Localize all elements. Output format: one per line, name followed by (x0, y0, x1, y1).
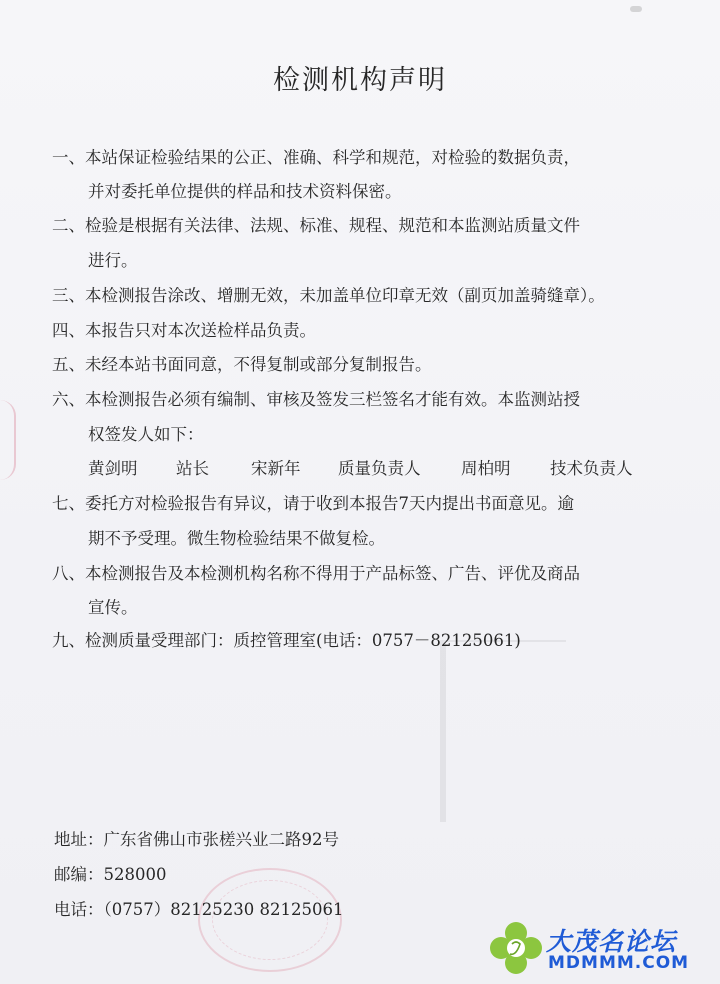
seal-inner-ring (212, 880, 328, 960)
logo-chinese-text: 大茂名论坛 (546, 927, 677, 956)
seam-stamp-mark (0, 400, 16, 480)
forum-watermark-logo (488, 920, 708, 976)
signer-title-3: 技术负责人 (550, 459, 633, 478)
show-through-shadow (440, 640, 566, 822)
item-3-line-1: 三、本检测报告涂改、增删无效，未加盖单位印章无效（副页加盖骑缝章）。 (52, 286, 605, 305)
item-8-line-1: 八、本检测报告及本检测机构名称不得用于产品标签、广告、评优及商品 (52, 564, 580, 583)
contact-phone: 电话：（0757）82125230 82125061 (54, 900, 344, 919)
item-8-line-2: 宣传。 (88, 598, 138, 617)
signer-title-1: 站长 (176, 459, 209, 478)
scan-mark (630, 6, 642, 12)
clover-flower-icon (488, 920, 544, 976)
official-seal-stamp (198, 868, 342, 972)
item-5-line-1: 五、未经本站书面同意，不得复制或部分复制报告。 (52, 355, 432, 374)
item-1-line-1: 一、本站保证检验结果的公正、准确、科学和规范，对检验的数据负责， (52, 148, 580, 167)
item-2-line-1: 二、检验是根据有关法律、法规、标准、规程、规范和本监测站质量文件 (52, 216, 580, 235)
item-7-line-1: 七、委托方对检验报告有异议，请于收到本报告7天内提出书面意见。逾 (52, 494, 574, 513)
item-6-line-2: 权签发人如下： (88, 425, 204, 444)
signer-title-2: 质量负责人 (338, 459, 421, 478)
document-title: 检测机构声明 (273, 65, 447, 96)
item-2-line-2: 进行。 (88, 251, 138, 270)
signer-name-1: 黄剑明 (88, 459, 138, 478)
signer-name-2: 宋新年 (251, 459, 301, 478)
contact-postcode: 邮编：528000 (54, 865, 167, 884)
signer-name-3: 周柏明 (461, 459, 511, 478)
contact-address: 地址：广东省佛山市张槎兴业二路92号 (54, 830, 339, 849)
item-1-line-2: 并对委托单位提供的样品和技术资料保密。 (88, 182, 402, 201)
logo-domain-text: MDMMM.COM (548, 953, 690, 973)
item-6-line-1: 六、本检测报告必须有编制、审核及签发三栏签名才能有效。本监测站授 (52, 390, 580, 409)
item-7-line-2: 期不予受理。微生物检验结果不做复检。 (88, 529, 385, 548)
item-9-line-1: 九、检测质量受理部门：质控管理室(电话：0757－82125061) (52, 631, 521, 650)
item-4-line-1: 四、本报告只对本次送检样品负责。 (52, 321, 316, 340)
